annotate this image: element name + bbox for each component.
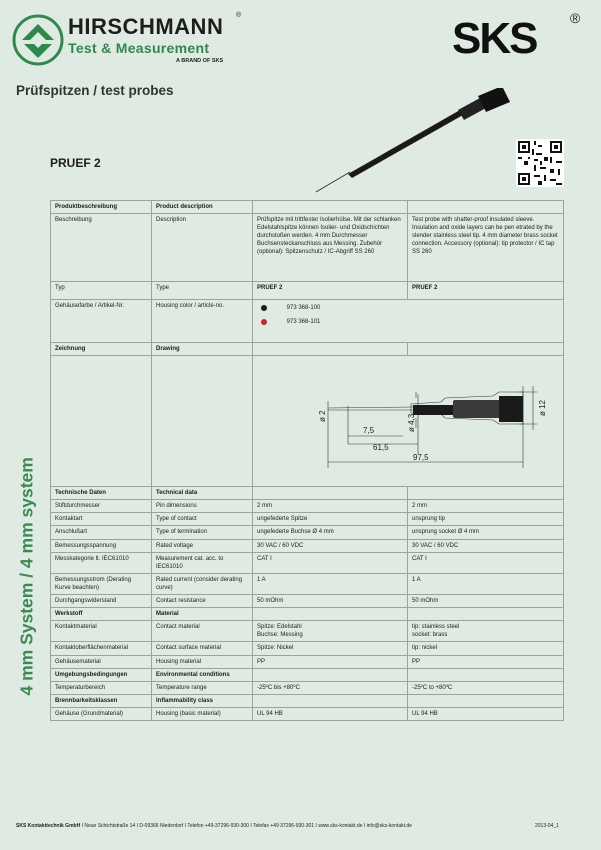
table-cell: -25ºC to +80ºC bbox=[408, 681, 564, 694]
dim-7-5: 7,5 bbox=[363, 426, 375, 436]
table-row bbox=[51, 642, 564, 655]
material-head-de: Werkstoff bbox=[51, 608, 152, 621]
table-cell: Contact material bbox=[152, 621, 253, 642]
material-rows bbox=[51, 621, 564, 668]
table-cell: Temperaturbereich bbox=[51, 681, 152, 694]
table-cell: 30 VAC / 60 VDC bbox=[253, 539, 408, 552]
color-swatch-black bbox=[261, 305, 267, 311]
description-label-de: Beschreibung bbox=[51, 214, 152, 282]
table-cell: Gehäuse (Grundmaterial) bbox=[51, 707, 152, 720]
type-label-en: Type bbox=[152, 282, 253, 300]
brand-name: HIRSCHMANN bbox=[68, 14, 224, 39]
color-label-en: Housing color / article-no. bbox=[152, 300, 253, 343]
table-cell: Bemessungsstrom (Derating Kurve beachten) bbox=[51, 573, 152, 594]
table-cell: 50 mOhm bbox=[253, 595, 408, 608]
article-number: 973 368-100 bbox=[286, 305, 321, 312]
drawing-cell bbox=[253, 356, 564, 487]
type-value-en: PRUEF 2 bbox=[408, 282, 564, 300]
color-item bbox=[257, 304, 559, 312]
drawing-row bbox=[51, 356, 564, 487]
sks-logo: SKS bbox=[452, 14, 537, 63]
table-cell: UL 94 HB bbox=[253, 707, 408, 720]
brand-tagline: A BRAND OF SKS bbox=[176, 58, 224, 64]
dim-d4-3: ø 4,3 bbox=[407, 413, 416, 433]
drawing-label-en: Drawing bbox=[152, 343, 253, 356]
table-cell: Gehäusematerial bbox=[51, 655, 152, 668]
table-cell: tip: stainless steel socket: brass bbox=[408, 621, 564, 642]
footer-company: SKS Kontakttechnik GmbH bbox=[16, 823, 81, 829]
table-cell: Pin dimensions bbox=[152, 500, 253, 513]
description-text-de: Prüfspitze mit trittfester Isolierhülse. Mit der schlanken Edelstahlspitze können Isolier- und Oxidschichten durchstoßen werden. 4 mm Durchmesser Buchsensteckanschluss aus Messing. Zubehör (optional): Spitzenschutz / IC-Abgriff SS 260 bbox=[253, 214, 408, 282]
table-cell: -25ºC bis +80ºC bbox=[253, 681, 408, 694]
table-cell: 2 mm bbox=[253, 500, 408, 513]
table-cell: unsprung tip bbox=[408, 513, 564, 526]
table-cell: ungefederte Buchse Ø 4 mm bbox=[253, 526, 408, 539]
table-cell: Measurement cat. acc. to IEC61010 bbox=[152, 552, 253, 573]
table-cell: ungefederte Spitze bbox=[253, 513, 408, 526]
color-swatch-red bbox=[261, 319, 267, 325]
table-cell: Kontaktoberflächenmaterial bbox=[51, 642, 152, 655]
table-cell: 1 A bbox=[408, 573, 564, 594]
table-cell: 2 mm bbox=[408, 500, 564, 513]
table-cell: PP bbox=[408, 655, 564, 668]
brand-subtitle: Test & Measurement bbox=[68, 40, 210, 56]
table-cell: 50 mOhm bbox=[408, 595, 564, 608]
color-item bbox=[257, 318, 559, 326]
drawing-label-de: Zeichnung bbox=[51, 343, 152, 356]
table-row bbox=[51, 539, 564, 552]
probe-drawing bbox=[253, 356, 561, 486]
table-cell: Spitze: Edelstahl Buchse: Messing bbox=[253, 621, 408, 642]
head-en: Product description bbox=[152, 201, 253, 214]
description-row bbox=[51, 214, 564, 282]
table-row bbox=[51, 707, 564, 720]
table-header-row bbox=[51, 201, 564, 214]
env-header-row bbox=[51, 668, 564, 681]
table-cell: Kontaktmaterial bbox=[51, 621, 152, 642]
dim-d2: ø 2 bbox=[318, 410, 327, 423]
table-row bbox=[51, 681, 564, 694]
description-label-en: Description bbox=[152, 214, 253, 282]
flam-head-de: Brennbarkeitsklassen bbox=[51, 694, 152, 707]
table-cell: unsprung socket Ø 4 mm bbox=[408, 526, 564, 539]
table-cell: CAT I bbox=[408, 552, 564, 573]
tech-rows bbox=[51, 500, 564, 608]
table-cell: 1 A bbox=[253, 573, 408, 594]
registered-mark: ® bbox=[236, 12, 242, 19]
article-number: 973 368-101 bbox=[286, 319, 321, 326]
table-cell: Rated voltage bbox=[152, 539, 253, 552]
table-cell: tip: nickel bbox=[408, 642, 564, 655]
table-cell: Bemessungsspannung bbox=[51, 539, 152, 552]
table-row bbox=[51, 526, 564, 539]
tech-head-en: Technical data bbox=[152, 487, 253, 500]
env-rows bbox=[51, 681, 564, 694]
table-cell: Type of termination bbox=[152, 526, 253, 539]
table-row bbox=[51, 595, 564, 608]
table-cell: UL 94 HB bbox=[408, 707, 564, 720]
table-cell: Type of contact bbox=[152, 513, 253, 526]
head-de: Produktbeschreibung bbox=[51, 201, 152, 214]
footer-date: 2013-04_1 bbox=[535, 823, 559, 829]
section-title: Prüfspitzen / test probes bbox=[16, 83, 174, 98]
table-cell: Durchgangswiderstand bbox=[51, 595, 152, 608]
table-row bbox=[51, 513, 564, 526]
table-row bbox=[51, 552, 564, 573]
color-row bbox=[51, 300, 564, 343]
flam-rows bbox=[51, 707, 564, 720]
side-label: 4 mm System / 4 mm system bbox=[16, 457, 37, 696]
table-cell: Temperature range bbox=[152, 681, 253, 694]
table-cell: Kontaktart bbox=[51, 513, 152, 526]
dim-97-5: 97,5 bbox=[413, 453, 429, 463]
table-cell: Rated current (consider derating curve) bbox=[152, 573, 253, 594]
flam-head-en: Inflammability class bbox=[152, 694, 253, 707]
table-row bbox=[51, 621, 564, 642]
hirschmann-logo-icon bbox=[12, 14, 64, 66]
type-value-de: PRUEF 2 bbox=[253, 282, 408, 300]
qr-code-icon bbox=[516, 139, 564, 187]
table-row bbox=[51, 655, 564, 668]
type-label-de: Typ bbox=[51, 282, 152, 300]
drawing-header-row bbox=[51, 343, 564, 356]
flam-header-row bbox=[51, 694, 564, 707]
description-text-en: Test probe with shatter-proof insulated sleeve. Insulation and oxide layers can be pen etrated by the slender stainless steel tip. 4 mm diameter brass socket connection. Accessory (optional): tip protector / IC tap SS 260 bbox=[408, 214, 564, 282]
dim-61-5: 61,5 bbox=[373, 443, 389, 453]
table-cell: Spitze: Nickel bbox=[253, 642, 408, 655]
footer-address: I Neue Schichtstraße 14 I D-09366 Niederdorf I Telefon +49-37296-930-300 I Telefax +49 37296-930-301 I www.sks-kontakt.de I info@sks-kontakt.de bbox=[80, 823, 412, 829]
env-head-de: Umgebungsbedingungen bbox=[51, 668, 152, 681]
footer bbox=[16, 823, 412, 829]
env-head-en: Environmental conditions bbox=[152, 668, 253, 681]
table-cell: Contact surface material bbox=[152, 642, 253, 655]
color-label-de: Gehäusefarbe / Artikel-Nr. bbox=[51, 300, 152, 343]
type-row bbox=[51, 282, 564, 300]
table-cell: PP bbox=[253, 655, 408, 668]
tech-header-row bbox=[51, 487, 564, 500]
spec-table bbox=[50, 200, 564, 721]
table-cell: Stiftdurchmesser bbox=[51, 500, 152, 513]
table-cell: Messkategorie lt. IEC61010 bbox=[51, 552, 152, 573]
table-cell: 30 VAC / 60 VDC bbox=[408, 539, 564, 552]
table-cell: CAT I bbox=[253, 552, 408, 573]
product-name: PRUEF 2 bbox=[50, 156, 101, 170]
table-cell: Anschlußart bbox=[51, 526, 152, 539]
dim-d12: ø 12 bbox=[538, 400, 547, 417]
table-cell: Housing (basic material) bbox=[152, 707, 253, 720]
tech-head-de: Technische Daten bbox=[51, 487, 152, 500]
probe-image bbox=[310, 88, 530, 198]
color-list bbox=[253, 300, 564, 343]
table-cell: Contact resistance bbox=[152, 595, 253, 608]
material-head-en: Material bbox=[152, 608, 253, 621]
material-header-row bbox=[51, 608, 564, 621]
table-cell: Housing material bbox=[152, 655, 253, 668]
table-row bbox=[51, 573, 564, 594]
table-row bbox=[51, 500, 564, 513]
sks-registered-mark: ® bbox=[570, 10, 581, 26]
